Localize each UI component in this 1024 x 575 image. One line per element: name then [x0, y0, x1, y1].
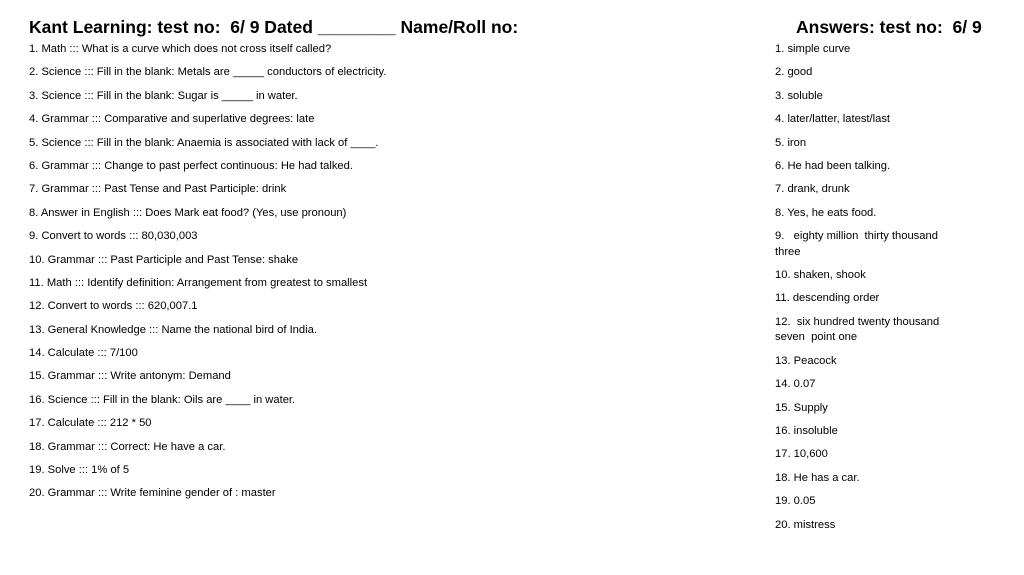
question-item: 14. Calculate ::: 7/100 [29, 347, 138, 360]
question-item: 4. Grammar ::: Comparative and superlative degrees: late [29, 113, 315, 126]
answer-item: 2. good [775, 66, 813, 79]
answer-item: 1. simple curve [775, 43, 851, 55]
answer-item: 6. He had been talking. [775, 160, 891, 173]
answer-item: 7. drank, drunk [775, 183, 850, 196]
question-item: 15. Grammar ::: Write antonym: Demand [29, 370, 231, 383]
answer-item: 12. six hundred twenty thousand seven point one [775, 315, 943, 344]
question-list [29, 42, 729, 510]
question-item: 10. Grammar ::: Past Participle and Past Tense: shake [29, 253, 299, 266]
question-item: 17. Calculate ::: 212 * 50 [29, 417, 152, 430]
answer-item: 15. Supply [775, 401, 828, 414]
answer-list [775, 42, 965, 541]
question-item: 11. Math ::: Identify definition: Arrangement from greatest to smallest [29, 276, 368, 289]
answer-item: 11. descending order [775, 292, 880, 305]
answer-item: 4. later/latter, latest/last [775, 113, 891, 126]
answer-item: 5. iron [775, 136, 807, 149]
question-item: 18. Grammar ::: Correct: He have a car. [29, 440, 226, 453]
question-item: 7. Grammar ::: Past Tense and Past Participle: drink [29, 183, 287, 196]
question-item: 5. Science ::: Fill in the blank: Anaemia is associated with lack of ____. [29, 136, 379, 149]
answer-item: 19. 0.05 [775, 495, 816, 508]
answer-item: 18. He has a car. [775, 471, 860, 484]
question-item: 16. Science ::: Fill in the blank: Oils are ____ in water. [29, 393, 296, 406]
question-item: 12. Convert to words ::: 620,007.1 [29, 300, 198, 313]
question-item: 8. Answer in English ::: Does Mark eat food? (Yes, use pronoun) [29, 206, 347, 219]
answer-item: 14. 0.07 [775, 378, 816, 391]
question-item: 3. Science ::: Fill in the blank: Sugar is _____ in water. [29, 89, 298, 102]
question-item: 13. General Knowledge ::: Name the national bird of India. [29, 323, 317, 336]
answer-item: 17. 10,600 [775, 448, 828, 461]
answers-title: Answers: test no: 6/ 9 [796, 17, 982, 37]
answer-item: 3. soluble [775, 89, 823, 102]
question-item: 6. Grammar ::: Change to past perfect continuous: He had talked. [29, 159, 353, 172]
page-title: Kant Learning: test no: 6/ 9 Dated ________ Name/Roll no: [29, 17, 519, 37]
answer-item: 16. insoluble [775, 424, 838, 437]
answer-item: 9. eighty million thirty thousand three [775, 230, 942, 258]
question-item: 20. Grammar ::: Write feminine gender of : master [29, 487, 276, 500]
question-item: 19. Solve ::: 1% of 5 [29, 464, 130, 477]
answer-item: 20. mistress [775, 518, 836, 531]
question-item: 9. Convert to words ::: 80,030,003 [29, 230, 198, 243]
answer-item: 10. shaken, shook [775, 269, 866, 282]
answer-item: 13. Peacock [775, 354, 837, 367]
answer-item: 8. Yes, he eats food. [775, 206, 877, 219]
question-item: 1. Math ::: What is a curve which does not cross itself called? [29, 43, 332, 55]
question-item: 2. Science ::: Fill in the blank: Metals are _____ conductors of electricity. [29, 66, 387, 79]
